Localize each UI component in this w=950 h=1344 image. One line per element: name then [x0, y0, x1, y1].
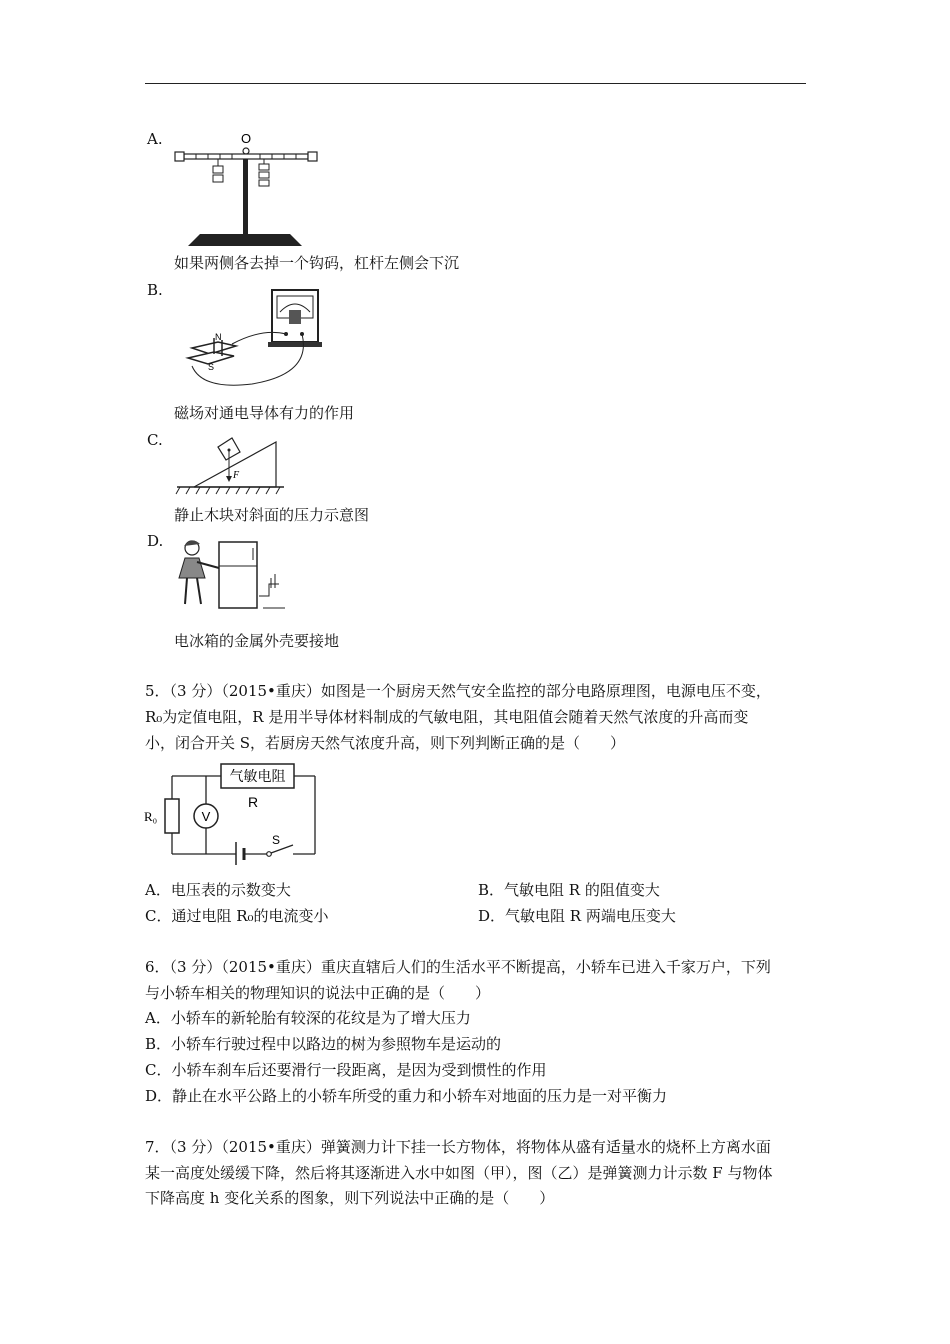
q6-option-a: A．小轿车的新轮胎有较深的花纹是为了增大压力 [145, 1009, 471, 1027]
header-rule [145, 83, 806, 84]
q6-stem-line-1: 6．（3 分）（2015•重庆）重庆直辖后人们的生活水平不断提高，小轿车已进入千家万户，下列 [145, 958, 771, 976]
voltmeter-label: V [201, 809, 211, 824]
option-b-caption: 磁场对通电导体有力的作用 [174, 404, 355, 422]
option-c-caption: 静止木块对斜面的压力示意图 [174, 506, 370, 524]
lever-figure [170, 128, 320, 248]
sensor-r-label: R [247, 794, 259, 810]
q5-stem-line-1: 5．（3 分）（2015•重庆）如图是一个厨房天然气安全监控的部分电路原理图，电源电压不变， [145, 682, 771, 700]
q5-option-a: A．电压表的示数变大 [145, 881, 291, 899]
gas-sensor-label: 气敏电阻 [229, 769, 286, 785]
option-d-letter: D. [147, 532, 164, 550]
north-pole-label: N [215, 332, 222, 342]
option-a-letter: A. [147, 130, 163, 148]
q6-option-c: C．小轿车刹车后还要滑行一段距离，是因为受到惯性的作用 [145, 1061, 547, 1079]
q7-stem-line-2: 某一高度处缓缓下降，然后将其逐渐进入水中如图（甲），图（乙）是弹簧测力计示数 F 与物体 [145, 1164, 773, 1182]
q6-option-b: B．小轿车行驶过程中以路边的树为参照物车是运动的 [145, 1035, 502, 1053]
option-b-letter: B. [147, 281, 163, 299]
incline-figure [172, 430, 292, 496]
force-label: F [233, 470, 240, 481]
r0-label: R₀ [144, 809, 158, 824]
q6-stem-line-2: 与小轿车相关的物理知识的说法中正确的是（ ） [145, 984, 491, 1002]
q5-stem-line-2: R₀为定值电阻，R 是用半导体材料制成的气敏电阻，其电阻值会随着天然气浓度的升高而变 [145, 708, 749, 726]
q5-stem-line-3: 小，闭合开关 S，若厨房天然气浓度升高，则下列判断正确的是（ ） [145, 734, 626, 752]
refrigerator-figure [175, 536, 293, 616]
option-c-letter: C. [147, 431, 163, 449]
option-d-caption: 电冰箱的金属外壳要接地 [174, 632, 340, 650]
gas-sensor-circuit [143, 762, 323, 866]
q7-stem-line-3: 下降高度 h 变化关系的图象，则下列说法中正确的是（ ） [145, 1189, 555, 1207]
option-a-caption: 如果两侧各去掉一个钩码，杠杆左侧会下沉 [174, 254, 460, 272]
q6-option-d: D．静止在水平公路上的小轿车所受的重力和小轿车对地面的压力是一对平衡力 [145, 1087, 668, 1105]
south-pole-label: S [208, 362, 215, 372]
magnet-conductor-figure [172, 288, 332, 393]
pivot-label: O [241, 131, 252, 146]
q7-stem-line-1: 7．（3 分）（2015•重庆）弹簧测力计下挂一长方物体，将物体从盛有适量水的烧杯上方离水面 [145, 1138, 771, 1156]
q5-option-d: D．气敏电阻 R 两端电压变大 [478, 907, 676, 925]
q5-option-b: B．气敏电阻 R 的阻值变大 [478, 881, 660, 899]
switch-label: S [272, 833, 281, 847]
q5-option-c: C．通过电阻 R₀的电流变小 [145, 907, 329, 925]
